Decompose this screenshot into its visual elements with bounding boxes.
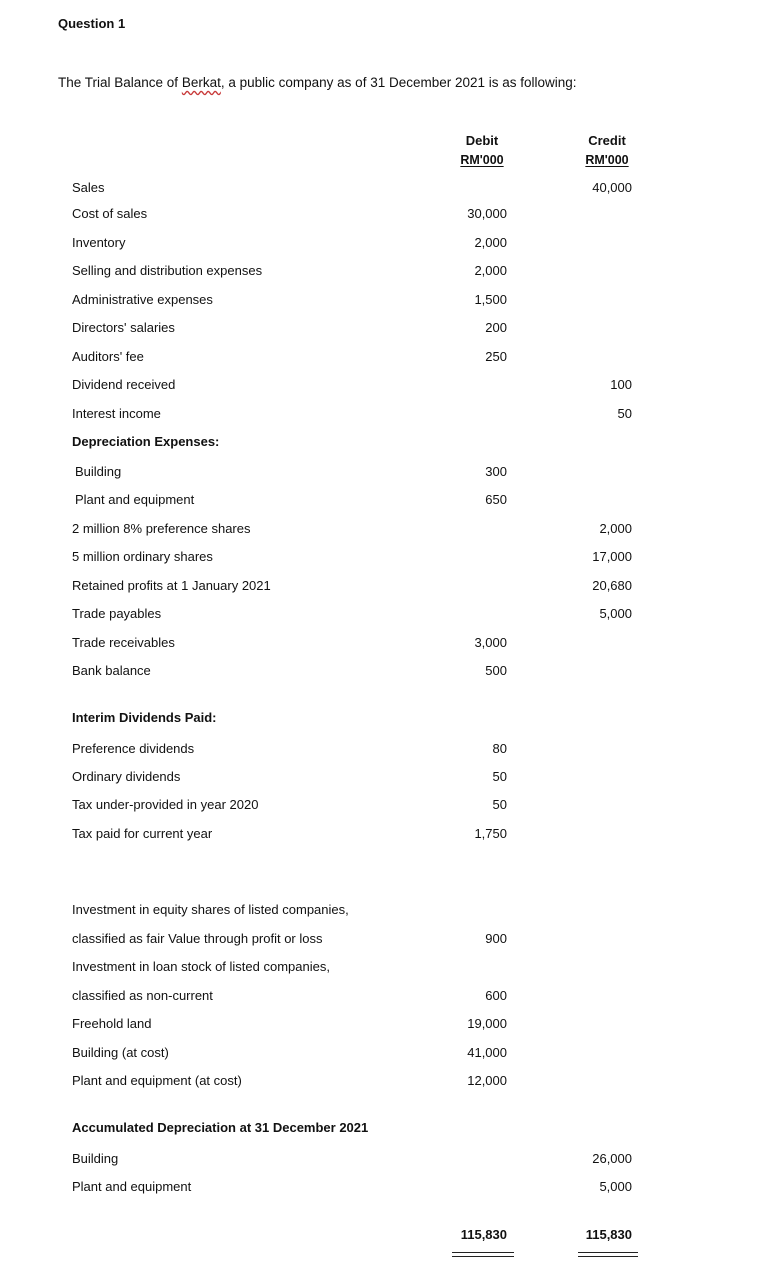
row-label-investment-loan-1: Investment in loan stock of listed companies, [72,959,330,974]
row-label-acc-dep-building: Building [72,1151,119,1166]
row-label-freehold-land: Freehold land [72,1016,152,1031]
credit-unit: RM'000 [585,153,629,167]
row-credit-trade-payables: 5,000 [599,606,632,621]
row-label-ordinary-shares: 5 million ordinary shares [72,549,213,564]
row-credit-acc-dep-plant: 5,000 [599,1179,632,1194]
total-credit-double-underline [578,1252,638,1257]
row-label-dep-plant: Plant and equipment [75,492,195,507]
row-label-cost-of-sales: Cost of sales [72,206,148,221]
row-label-admin-expenses: Administrative expenses [72,292,213,307]
row-label-ordinary-dividends: Ordinary dividends [72,769,181,784]
row-debit-freehold-land: 19,000 [467,1016,507,1031]
row-label-investment-loan-2: classified as non-current [72,988,213,1003]
row-label-sales: Sales [72,180,105,195]
row-label-trade-receivables: Trade receivables [72,635,175,650]
row-debit-dep-plant: 650 [485,492,507,507]
row-label-tax-under-provided: Tax under-provided in year 2020 [72,797,259,812]
row-debit-bank-balance: 500 [485,663,507,678]
debit-heading: Debit [465,133,499,148]
row-label-plant-cost: Plant and equipment (at cost) [72,1073,242,1088]
row-debit-admin-expenses: 1,500 [474,292,507,307]
section-accumulated-depreciation: Accumulated Depreciation at 31 December 2021 [72,1120,369,1135]
row-label-investment-equity-2: classified as fair Value through profit or loss [72,931,323,946]
row-label-dividend-received: Dividend received [72,377,176,392]
row-debit-investment-equity: 900 [485,931,507,946]
row-credit-retained-profits: 20,680 [592,578,632,593]
row-label-interest-income: Interest income [72,406,161,421]
row-debit-tax-paid: 1,750 [474,826,507,841]
total-debit-double-underline [452,1252,514,1257]
row-debit-building-cost: 41,000 [467,1045,507,1060]
row-credit-dividend-received: 100 [610,377,632,392]
intro-after: , a public company as of 31 December 2021 is as following: [220,75,577,90]
row-label-inventory: Inventory [72,235,126,250]
row-debit-tax-under-provided: 50 [492,797,507,812]
row-debit-inventory: 2,000 [474,235,507,250]
row-credit-preference-shares: 2,000 [599,521,632,536]
company-name: Berkat [181,75,221,90]
row-debit-cost-of-sales: 30,000 [467,206,507,221]
total-credit: 115,830 [585,1227,632,1242]
section-interim-dividends: Interim Dividends Paid: [72,710,217,725]
row-label-investment-equity-1: Investment in equity shares of listed companies, [72,902,349,917]
credit-heading: Credit [588,133,626,148]
row-credit-ordinary-shares: 17,000 [592,549,632,564]
row-label-tax-paid: Tax paid for current year [72,826,213,841]
row-label-building-cost: Building (at cost) [72,1045,169,1060]
row-label-bank-balance: Bank balance [72,663,151,678]
row-debit-selling-distribution: 2,000 [474,263,507,278]
intro-before: The Trial Balance of [58,75,182,90]
row-label-preference-shares: 2 million 8% preference shares [72,521,251,536]
row-label-acc-dep-plant: Plant and equipment [72,1179,192,1194]
debit-unit: RM'000 [460,153,504,167]
row-debit-investment-loan: 600 [485,988,507,1003]
row-label-dep-building: Building [75,464,122,479]
row-credit-sales: 40,000 [592,180,632,195]
row-debit-dep-building: 300 [485,464,507,479]
row-credit-interest-income: 50 [617,406,632,421]
row-debit-ordinary-dividends: 50 [492,769,507,784]
row-label-retained-profits: Retained profits at 1 January 2021 [72,578,271,593]
question-title: Question 1 [58,16,126,31]
row-debit-directors-salaries: 200 [485,320,507,335]
row-label-directors-salaries: Directors' salaries [72,320,175,335]
row-label-trade-payables: Trade payables [72,606,162,621]
section-depreciation-expenses: Depreciation Expenses: [72,434,220,449]
row-label-auditors-fee: Auditors' fee [72,349,144,364]
intro-text [58,75,577,90]
total-debit: 115,830 [460,1227,507,1242]
row-label-preference-dividends: Preference dividends [72,741,195,756]
row-label-selling-distribution: Selling and distribution expenses [72,263,263,278]
row-debit-trade-receivables: 3,000 [474,635,507,650]
row-debit-preference-dividends: 80 [492,741,507,756]
row-debit-auditors-fee: 250 [485,349,507,364]
row-credit-acc-dep-building: 26,000 [592,1151,632,1166]
row-debit-plant-cost: 12,000 [467,1073,507,1088]
